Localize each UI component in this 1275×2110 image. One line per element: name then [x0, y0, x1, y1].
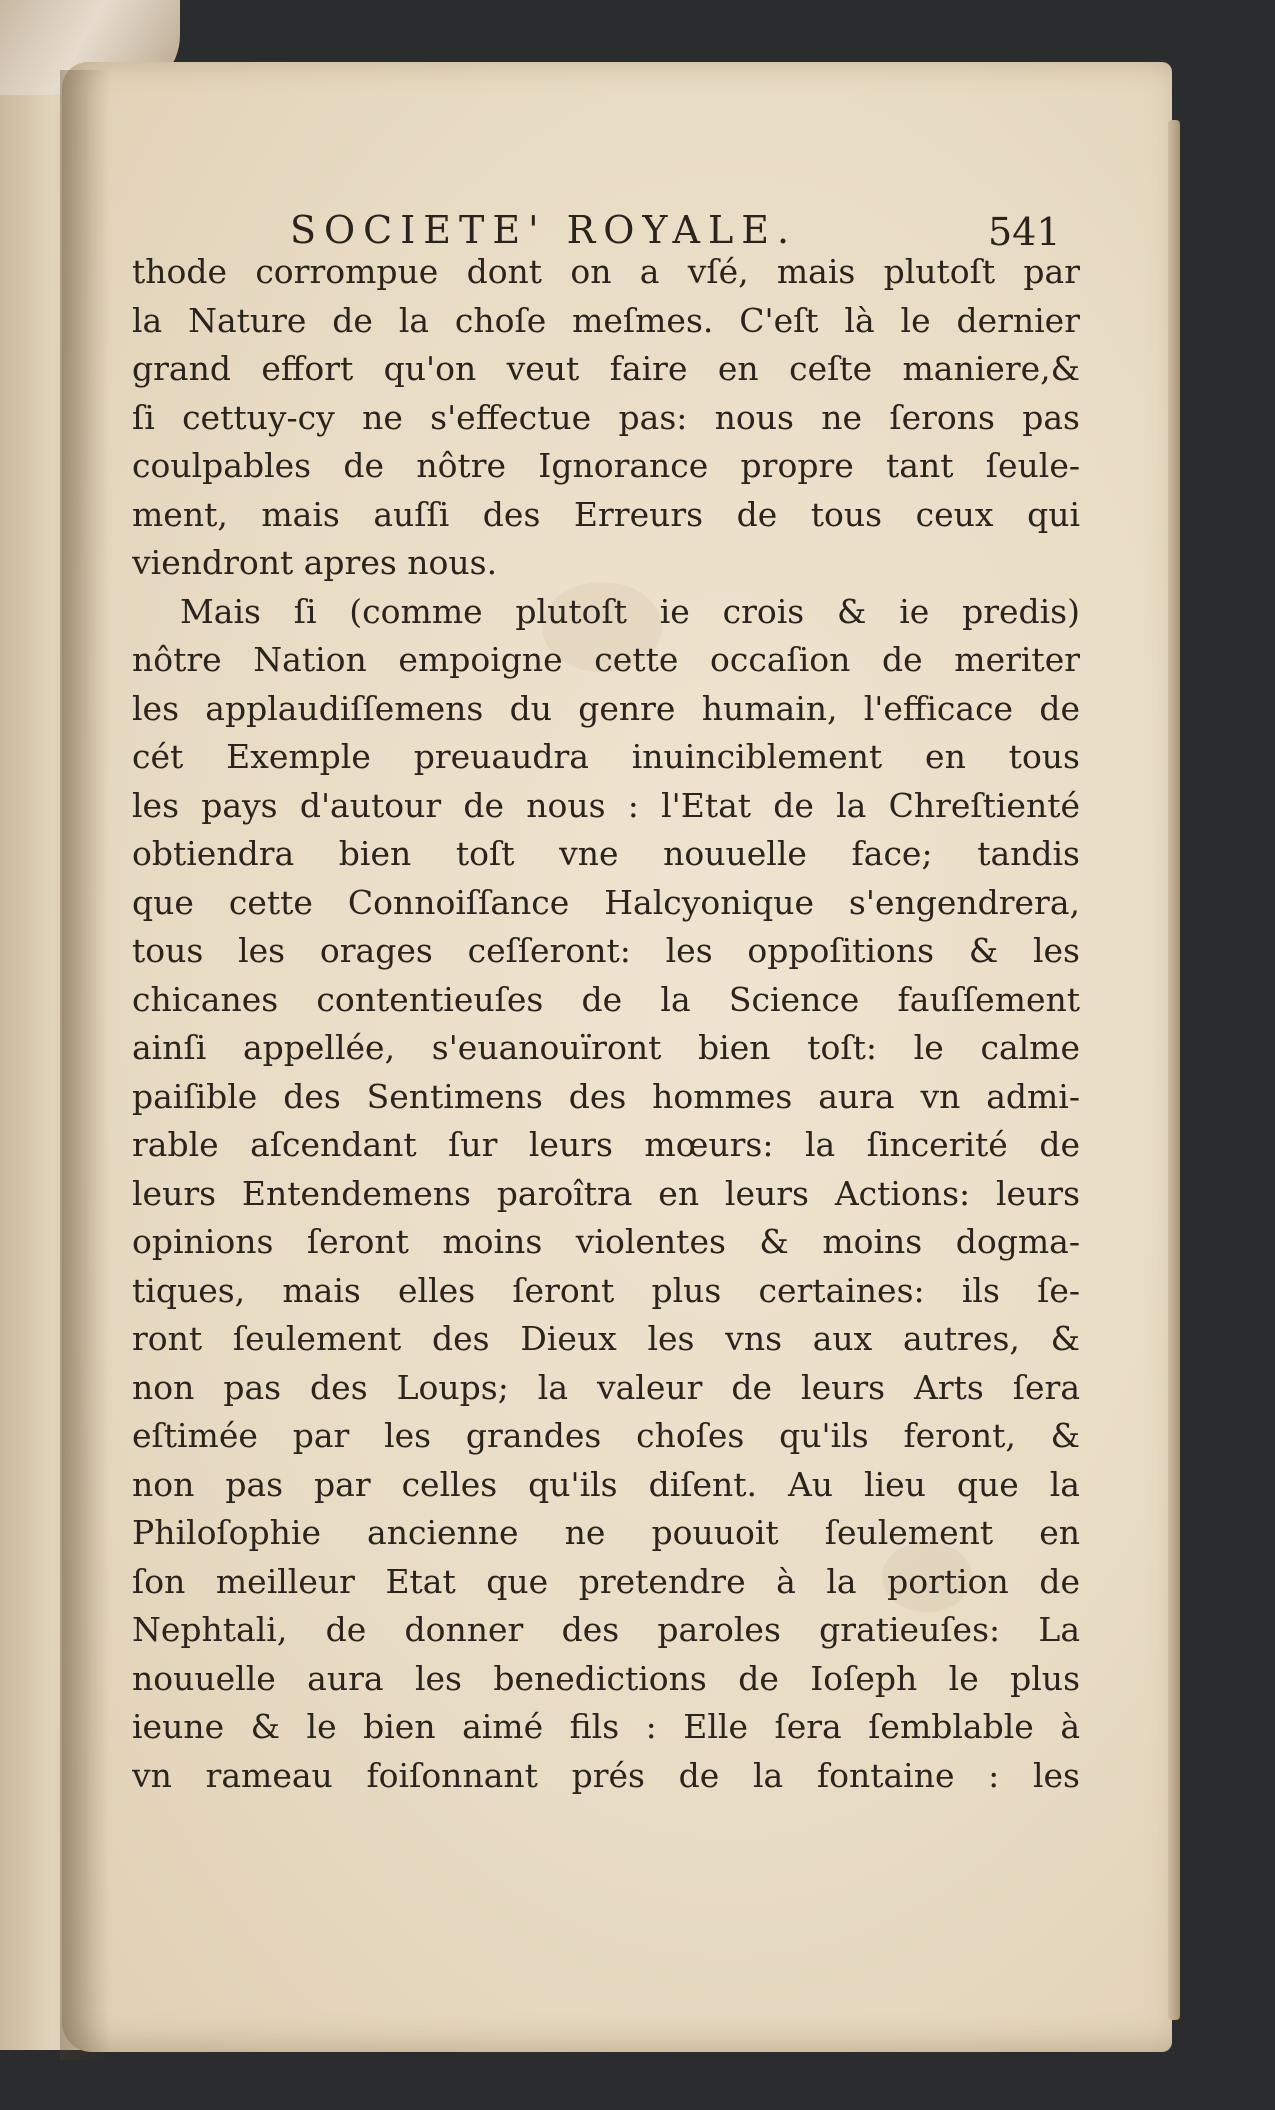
book-page: [62, 62, 1172, 2052]
text-line: Nephtali, de donner des paroles gratieuſes: La: [132, 1610, 1080, 1649]
page-number: 541: [988, 210, 1061, 254]
body-text: [132, 248, 1080, 1800]
page-edge: [1168, 120, 1180, 2020]
text-line: cét Exemple preuaudra inuinciblement en tous: [132, 737, 1080, 776]
text-line: thode corrompue dont on a vſé, mais plutoſt par: [132, 252, 1080, 291]
text-line: non pas des Loups; la valeur de leurs Arts ſera: [132, 1367, 1080, 1407]
text-line: vn rameau foiſonnant prés de la fontaine : les: [132, 1755, 1080, 1795]
text-line: leurs Entendemens paroîtra en leurs Actions: leurs: [132, 1173, 1080, 1213]
text-line: chicanes contentieuſes de la Science fauſſement: [132, 979, 1080, 1019]
text-line: rable aſcendant ſur leurs mœurs: la ſincerité de: [132, 1125, 1080, 1164]
text-line: Mais ſi (comme plutoſt ie crois & ie predis): [180, 591, 1080, 631]
text-line: coulpables de nôtre Ignorance propre tant ſeule-: [132, 446, 1080, 485]
text-line: ieune & le bien aimé fils : Elle ſera ſemblable à: [132, 1707, 1080, 1746]
text-line: ſi cettuy-cy ne s'effectue pas: nous ne ſerons pas: [132, 397, 1080, 437]
text-line: nôtre Nation empoigne cette occaſion de meriter: [132, 640, 1080, 679]
text-line: nouuelle aura les benedictions de Ioſeph le plus: [132, 1658, 1080, 1698]
text-line: grand effort qu'on veut faire en ceſte maniere,&: [132, 349, 1080, 388]
text-line: ſon meilleur Etat que pretendre à la portion de: [132, 1561, 1080, 1601]
text-line: ainſi appellée, s'euanouïront bien toſt: le calme: [132, 1028, 1080, 1067]
text-line: les pays d'autour de nous : l'Etat de la Chreſtienté: [132, 785, 1080, 825]
text-line: viendront apres nous.: [132, 543, 498, 582]
text-line: les applaudiſſemens du genre humain, l'efficace de: [132, 688, 1080, 728]
text-line: non pas par celles qu'ils diſent. Au lieu que la: [132, 1464, 1080, 1504]
text-line: ront ſeulement des Dieux les vns aux autres, &: [132, 1319, 1080, 1358]
text-line: Philoſophie ancienne ne pouuoit ſeulement en: [132, 1513, 1080, 1552]
text-line: paiſible des Sentimens des hommes aura vn admi-: [132, 1076, 1080, 1116]
text-line: ment, mais auſſi des Erreurs de tous ceux qui: [132, 494, 1080, 534]
running-title: SOCIETE' ROYALE.: [290, 208, 798, 252]
text-line: opinions ſeront moins violentes & moins dogma-: [132, 1222, 1080, 1261]
text-line: eſtimée par les grandes choſes qu'ils feront, &: [132, 1416, 1080, 1455]
text-line: tous les orages ceſſeront: les oppoſitions & les: [132, 931, 1080, 970]
text-line: la Nature de la choſe meſmes. C'eſt là le dernier: [132, 300, 1080, 340]
text-line: tiques, mais elles ſeront plus certaines: ils ſe-: [132, 1270, 1080, 1310]
text-line: obtiendra bien toſt vne nouuelle face; tandis: [132, 834, 1080, 873]
gutter-shadow: [60, 70, 110, 2060]
text-line: que cette Connoiſſance Halcyonique s'engendrera,: [132, 882, 1080, 922]
